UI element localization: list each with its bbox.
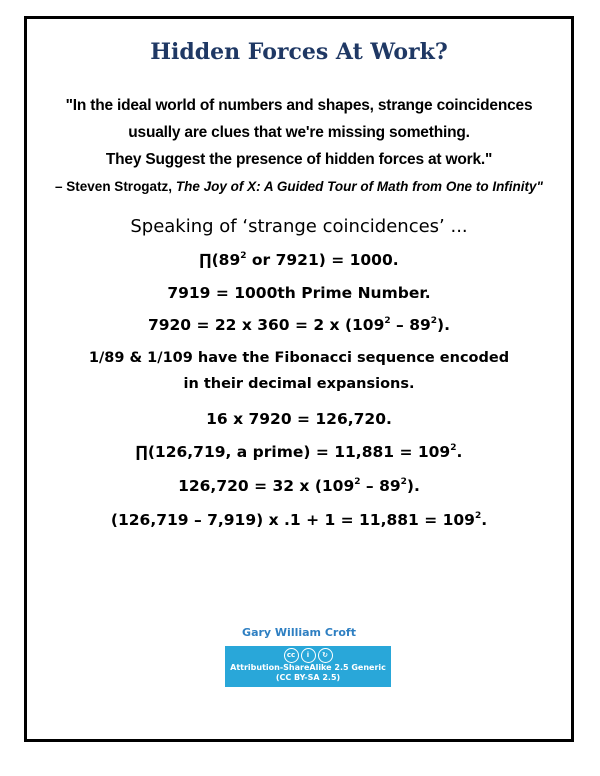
license-badge[interactable]: [225, 646, 391, 687]
lead-text: Speaking of ‘strange coincidences’ ...: [130, 216, 468, 237]
equation-8: [27, 511, 571, 529]
eq-exponent: 2: [430, 316, 438, 326]
equation-3: [27, 316, 571, 334]
eq-text: ∏(126,719, a prime) = 11,881 = 109: [135, 443, 451, 461]
equation-6: [27, 443, 571, 461]
equation-1: [27, 251, 571, 269]
eq-exponent: 2: [474, 511, 482, 521]
attribution-author: – Steven Strogatz,: [55, 179, 176, 194]
attribution-book: The Joy of X: A Guided Tour of Math from One to Infinity": [175, 179, 543, 194]
page-title: Hidden Forces At Work?: [150, 39, 448, 65]
license-code: (CC BY-SA 2.5): [275, 673, 341, 682]
eq-text: .: [456, 443, 463, 461]
eq-exponent: 2: [384, 316, 391, 326]
quote-line-2: usually are clues that we're missing something.: [128, 124, 470, 141]
sa-icon: ↻: [318, 648, 333, 663]
equation-5: 16 x 7920 = 126,720.: [206, 410, 392, 428]
cc-icon: cc: [284, 648, 299, 663]
license-name: Attribution-ShareAlike 2.5 Generic: [230, 663, 386, 672]
eq-text: ).: [437, 316, 451, 334]
quote-line-3: They Suggest the presence of hidden forces at work.": [105, 151, 493, 168]
attribution: [27, 179, 571, 194]
eq-text: .: [481, 511, 488, 529]
poster-frame: [24, 16, 574, 742]
eq-text: ∏(89: [199, 251, 241, 269]
eq-exponent: 2: [450, 443, 457, 453]
equation-4-line-2: in their decimal expansions.: [183, 376, 415, 392]
quote-line-1: "In the ideal world of numbers and shapes, strange coincidences: [65, 97, 533, 114]
eq-text: 7920 = 22 x 360 = 2 x (109: [147, 316, 385, 334]
eq-exponent: 2: [354, 477, 361, 487]
equation-2: 7919 = 1000th Prime Number.: [167, 284, 431, 302]
eq-text: – 89: [390, 316, 431, 334]
eq-exponent: 2: [400, 477, 407, 487]
eq-text: or 7921) = 1000.: [246, 251, 399, 269]
equation-7: [27, 477, 571, 495]
eq-text: 126,720 = 32 x (109: [178, 477, 355, 495]
by-icon: i: [301, 648, 316, 663]
eq-exponent: 2: [240, 251, 247, 261]
author-name: Gary William Croft: [242, 626, 356, 639]
eq-text: – 89: [360, 477, 401, 495]
eq-text: (126,719 – 7,919) x .1 + 1 = 11,881 = 109: [110, 511, 475, 529]
license-icons: [225, 648, 391, 663]
equation-4-line-1: 1/89 & 1/109 have the Fibonacci sequence encoded: [88, 350, 510, 366]
eq-text: ).: [406, 477, 420, 495]
